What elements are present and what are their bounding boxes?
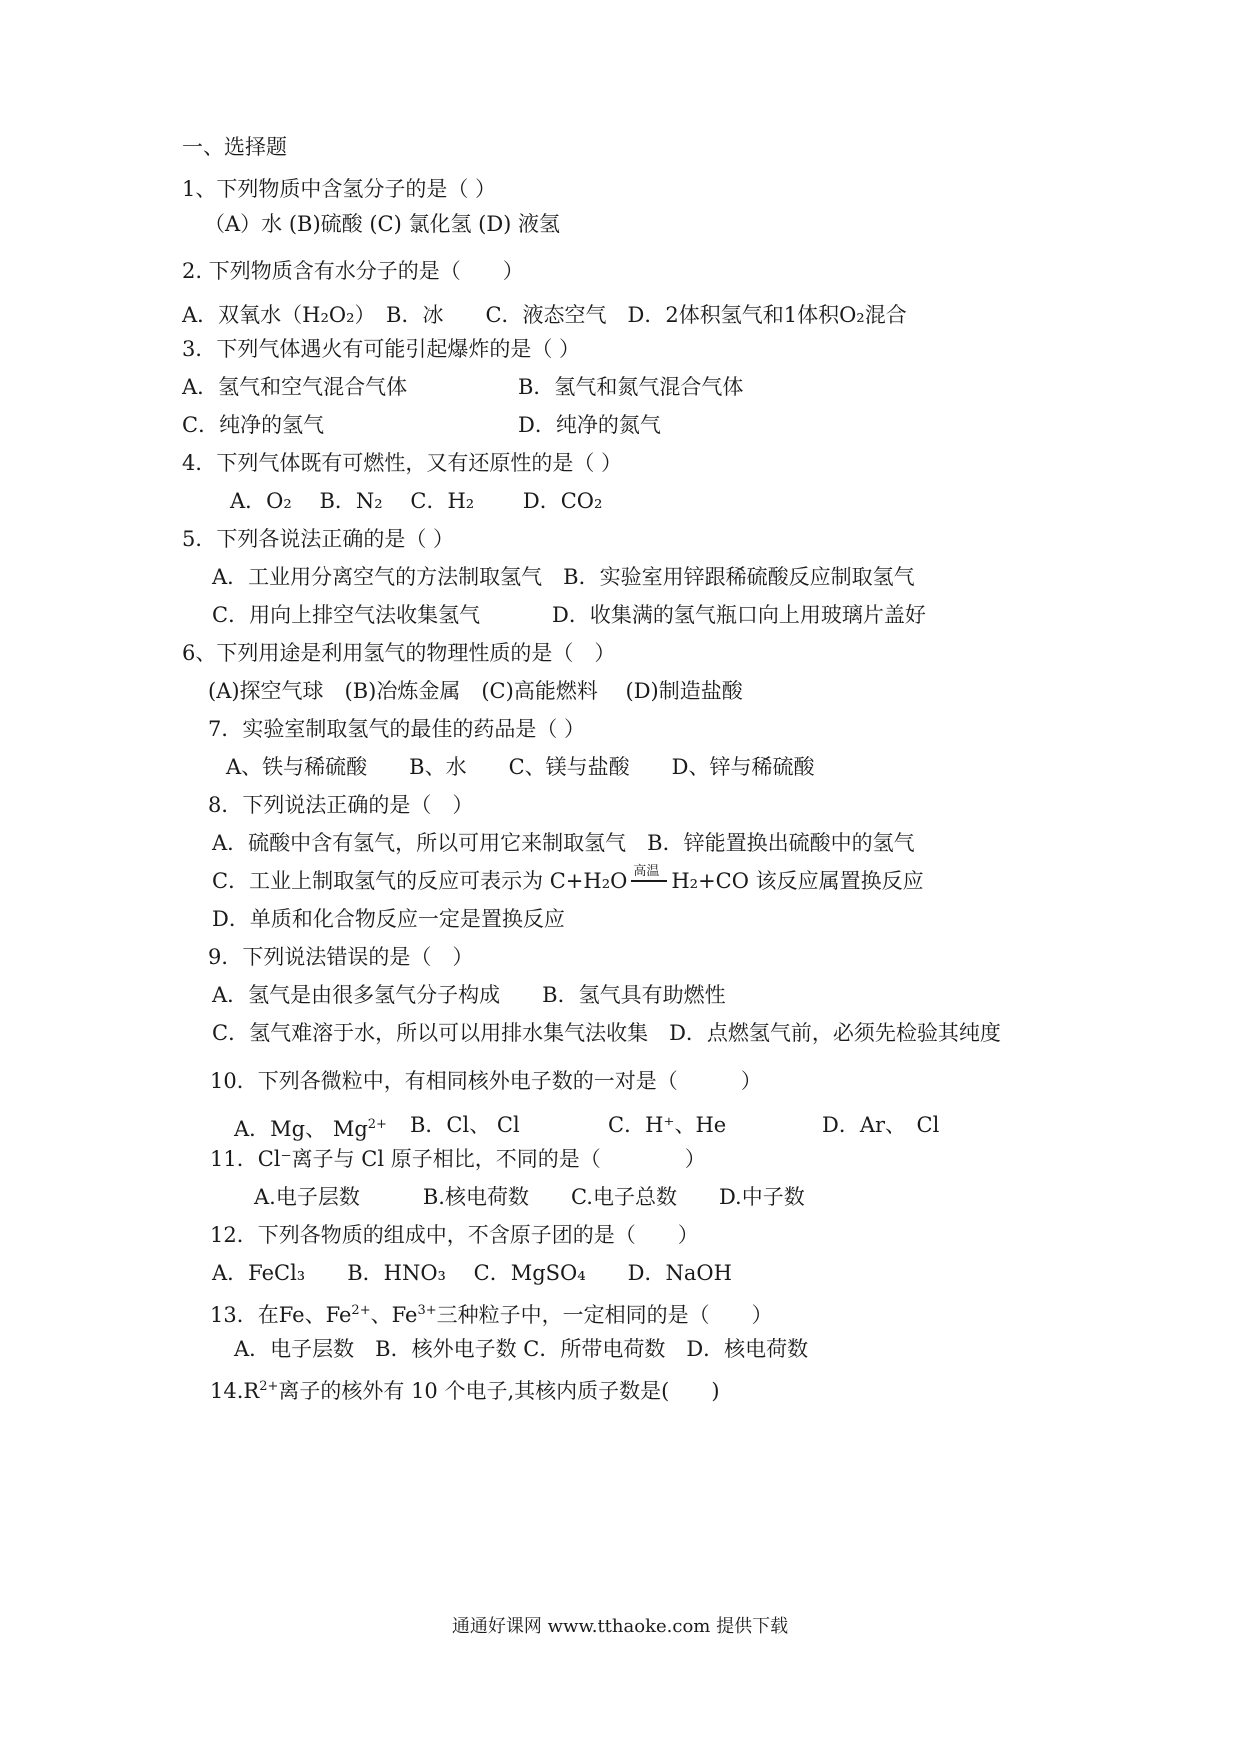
question-11: 11．Cl⁻离子与 Cl 原子相比，不同的是（ ） (210, 1147, 706, 1171)
question-2: 2. 下列物质含有水分子的是（ ） (182, 259, 524, 283)
question-8-c-prefix: C．工业上制取氢气的反应可表示为 C+H₂O (212, 869, 628, 893)
question-13-suffix: 三种粒子中，一定相同的是（ ） (436, 1303, 773, 1327)
question-10-option-d: D．Ar、 Cl (822, 1113, 940, 1137)
question-8-option-c (212, 864, 924, 894)
question-10-a-label: A．Mg、 (234, 1117, 327, 1141)
question-5: 5．下列各说法正确的是（ ） (182, 527, 455, 551)
question-13-charge-2: 3+ (417, 1303, 437, 1318)
question-14 (210, 1374, 720, 1404)
question-4-options: A．O₂ B．N₂ C．H₂ D．CO₂ (230, 489, 603, 513)
question-7-options: A、铁与稀硫酸 B、水 C、镁与盐酸 D、锌与稀硫酸 (226, 755, 815, 779)
question-10-option-b: B．Cl、 Cl (410, 1113, 520, 1137)
question-13-mid: 、Fe (370, 1303, 418, 1327)
reaction-condition (627, 864, 671, 894)
question-14-prefix: 14.R (210, 1379, 260, 1403)
question-3-option-c: C．纯净的氢气 (182, 413, 325, 437)
question-5-options-ab: A．工业用分离空气的方法制取氢气 B．实验室用锌跟稀硫酸反应制取氢气 (212, 565, 915, 589)
question-11-options: A.电子层数 B.核电荷数 C.电子总数 D.中子数 (254, 1185, 805, 1209)
question-13-prefix: 13．在Fe、Fe (210, 1303, 352, 1327)
question-10-option-a (234, 1112, 387, 1142)
question-3-option-d: D．纯净的氮气 (518, 413, 661, 437)
question-6: 6、下列用途是利用氢气的物理性质的是（ ） (182, 641, 616, 665)
question-14-charge: 2+ (259, 1379, 279, 1394)
question-8: 8．下列说法正确的是（ ） (208, 793, 474, 817)
question-1-options: （A）水 (B)硫酸 (C) 氯化氢 (D) 液氢 (204, 212, 561, 236)
question-10: 10．下列各微粒中，有相同核外电子数的一对是（ ） (210, 1069, 762, 1093)
question-10-a-ion: Mg (332, 1117, 368, 1141)
question-10-a-charge: 2+ (367, 1117, 387, 1132)
question-3-option-a: A．氢气和空气混合气体 (182, 375, 408, 399)
question-9-options-cd: C．氢气难溶于水，所以可以用排水集气法收集 D．点燃氢气前，必须先检验其纯度 (212, 1021, 1001, 1045)
question-12: 12．下列各物质的组成中，不含原子团的是（ ） (210, 1223, 699, 1247)
question-13 (210, 1298, 773, 1328)
question-13-options: A．电子层数 B．核外电子数 C．所带电荷数 D．核电荷数 (234, 1337, 809, 1361)
question-10-option-c: C．H⁺、He (608, 1113, 727, 1137)
reaction-arrow (631, 880, 667, 882)
question-7: 7．实验室制取氢气的最佳的药品是（ ） (208, 717, 586, 741)
question-14-suffix: 离子的核外有 10 个电子,其核内质子数是( ) (278, 1379, 720, 1403)
question-8-c-suffix: H₂+CO 该反应属置换反应 (671, 869, 924, 893)
question-9: 9．下列说法错误的是（ ） (208, 945, 474, 969)
question-8-options-ab: A．硫酸中含有氢气，所以可用它来制取氢气 B．锌能置换出硫酸中的氢气 (212, 831, 915, 855)
footer-source: 通通好课网 www.tthaoke.com 提供下载 (451, 1616, 789, 1637)
question-9-options-ab: A．氢气是由很多氢气分子构成 B．氢气具有助燃性 (212, 983, 726, 1007)
question-13-charge-1: 2+ (351, 1303, 371, 1318)
question-8-option-d: D．单质和化合物反应一定是置换反应 (212, 907, 565, 931)
question-5-option-d: D．收集满的氢气瓶口向上用玻璃片盖好 (552, 603, 926, 627)
question-3-option-b: B．氢气和氮气混合气体 (518, 375, 744, 399)
question-12-options: A．FeCl₃ B．HNO₃ C．MgSO₄ D．NaOH (212, 1261, 732, 1285)
section-title: 一、选择题 (182, 135, 287, 159)
reaction-condition-label: 高温 (633, 864, 660, 879)
question-6-options: (A)探空气球 (B)冶炼金属 (C)高能燃料 (D)制造盐酸 (208, 679, 743, 703)
question-5-option-c: C．用向上排空气法收集氢气 (212, 603, 481, 627)
question-1: 1、下列物质中含氢分子的是（ ） (182, 177, 497, 201)
question-3: 3．下列气体遇火有可能引起爆炸的是（ ） (182, 337, 581, 361)
question-4: 4．下列气体既有可燃性，又有还原性的是（ ） (182, 451, 623, 475)
question-2-options: A．双氧水（H₂O₂） B．冰 C．液态空气 D．2体积氢气和1体积O₂混合 (182, 303, 907, 327)
